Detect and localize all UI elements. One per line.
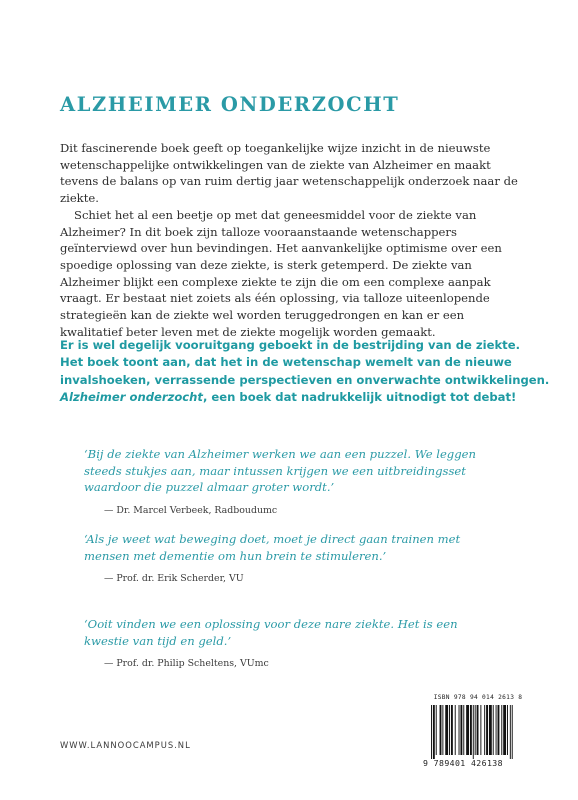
barcode-bar [433, 705, 435, 759]
pull-line-3: invalshoeken, verrassende perspectieven en onverwachte ontwikkelingen. [60, 372, 550, 387]
barcode-bar [442, 705, 443, 755]
barcode-bar [493, 705, 494, 755]
barcode-bar [480, 705, 481, 755]
barcode-bar [445, 705, 448, 755]
pull-statement [60, 337, 550, 407]
barcode-bar [486, 705, 488, 755]
barcode-bar [503, 705, 506, 755]
barcode-bar [460, 705, 462, 755]
pull-line-1: Er is wel degelijk vooruitgang geboekt in de bestrijding van de ziekte. [60, 338, 520, 352]
barcode-bar [496, 705, 497, 755]
barcode-bar [449, 705, 450, 755]
barcode-icon [431, 705, 533, 759]
intro-paragraph-1: Dit fascinerende boek geeft op toegankelijke wijze inzicht in de nieuwste wetenschappelijke ontwikkelingen van de ziekte van Alzheimer en maakt tevens de balans op van ruim dertig jaar wetenschappelijk onderzoek naar de ziekte. [60, 141, 518, 206]
quote-block [84, 531, 514, 584]
barcode-bar [477, 705, 479, 755]
quote-text [84, 531, 514, 564]
pull-line-4-rest: , een boek dat nadrukkelijk uitnodigt tot debat! [202, 390, 517, 405]
pull-line-4 [60, 389, 530, 406]
quote-text [84, 616, 514, 649]
quote-block [84, 616, 514, 669]
quote-attribution: — Dr. Marcel Verbeek, Radboudumc [104, 504, 278, 516]
barcode-bar [440, 705, 442, 755]
quote-line: mensen met dementie om hun brein te stimuleren.’ [84, 548, 387, 563]
barcode-bar [455, 705, 456, 755]
intro-paragraph-2: Schiet het al een beetje op met dat geneesmiddel voor de ziekte van Alzheimer? In dit boek zijn talloze vooraanstaande wetenschappers geïnterviewd over hun bevindingen. Het aanvankelijke optimisme over een spoedige oplossing van deze ziekte, is sterk getemperd. De ziekte van Alzheimer blijkt een complexe ziekte te zijn die om een complexe aanpak vraagt. Er bestaat niet zoiets als één oplossing, via talloze uiteenlopende strategieën kan de ziekte wel worden teruggedrongen en kan er een kwalitatief beter leven met de ziekte mogelijk worden gemaakt. [60, 207, 502, 339]
barcode-bar [431, 705, 432, 759]
quote-block [84, 446, 514, 516]
book-title: ALZHEIMER ONDERZOCHT [60, 93, 400, 116]
quote-line: ‘Bij de ziekte van Alzheimer werken we aan een puzzel. We leggen [84, 447, 476, 461]
book-title-italic: Alzheimer onderzocht [60, 390, 203, 405]
barcode-bar [484, 705, 485, 755]
barcode-bar [470, 705, 472, 755]
barcode-bar [498, 705, 500, 755]
barcode-bar [466, 705, 469, 755]
barcode-bar [463, 705, 464, 755]
quote-line: ‘Ooit vinden we een oplossing voor deze nare ziekte. Het is een [84, 617, 458, 631]
barcode-bar [459, 705, 460, 755]
quote-text [84, 446, 514, 496]
quote-line: steeds stukjes aan, maar intussen krijgen we een uitbreidingsset [84, 463, 466, 478]
isbn-label: ISBN 978 94 014 2613 8 [433, 694, 523, 701]
barcode-bar [507, 705, 508, 755]
barcode-bar [473, 705, 474, 759]
barcode-bar [512, 705, 513, 759]
quote-attribution: — Prof. dr. Philip Scheltens, VUmc [104, 658, 269, 670]
barcode-digits: 9 789401 426138 [423, 758, 503, 768]
barcode-bar [475, 705, 476, 755]
barcode-bar [436, 705, 437, 755]
barcode-bar [501, 705, 502, 755]
intro-text [60, 140, 530, 340]
publisher-website: WWW.LANNOOCAMPUS.NL [60, 740, 191, 750]
barcode-bar [489, 705, 492, 755]
quote-line: kwestie van tijd en geld.’ [84, 633, 232, 648]
barcode-bar [451, 705, 453, 755]
quote-line: ‘Als je weet wat beweging doet, moet je direct gaan trainen met [84, 532, 461, 546]
quote-attribution: — Prof. dr. Erik Scherder, VU [104, 573, 244, 585]
isbn-barcode-area [423, 694, 533, 772]
pull-line-2: Het boek toont aan, dat het in de wetenschap wemelt van de nieuwe [60, 355, 512, 370]
barcode-bar [510, 705, 511, 759]
quote-line: waardoor die puzzel almaar groter wordt.’ [84, 480, 335, 495]
